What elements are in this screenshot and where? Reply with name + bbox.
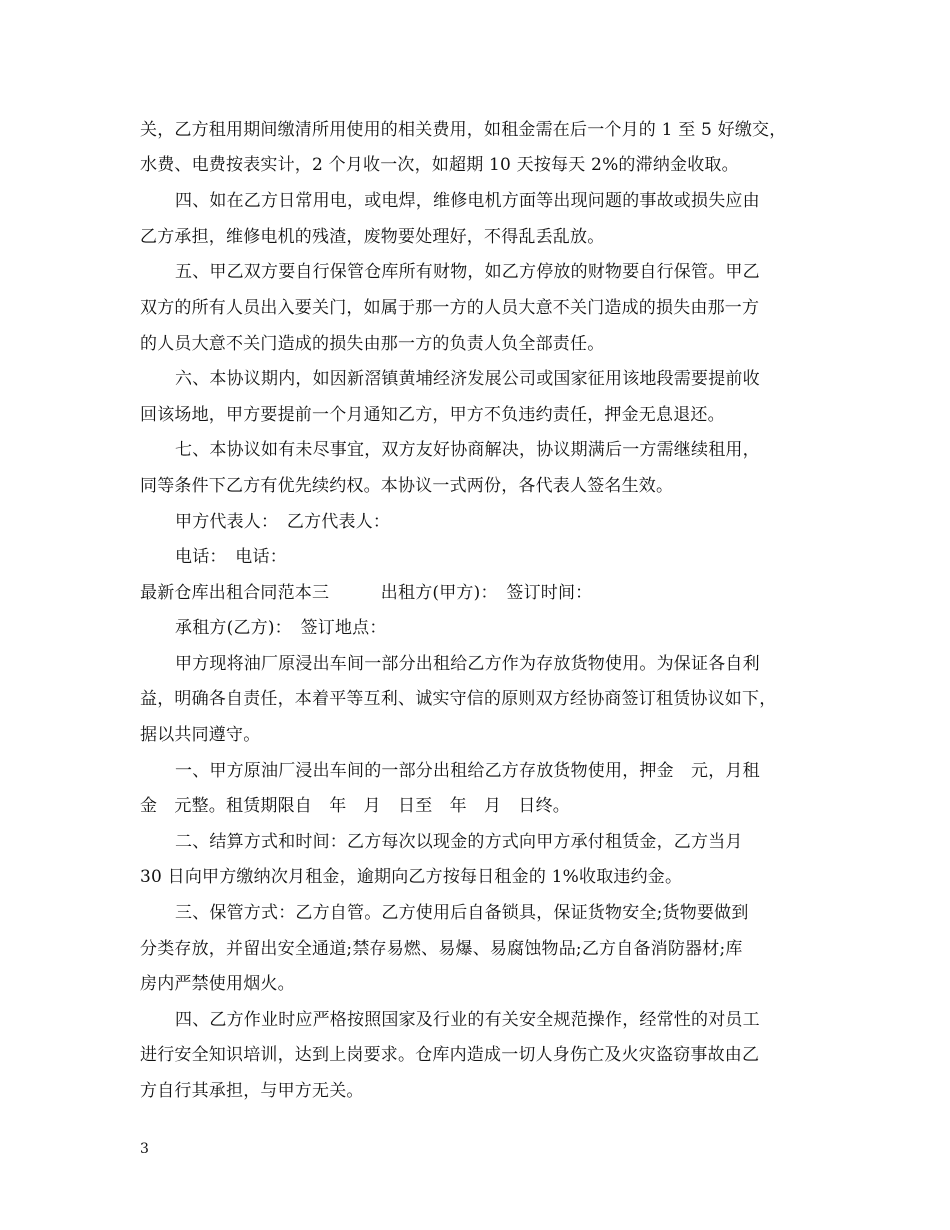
phone-line: 电话： 电话： [175, 547, 287, 567]
text-line: 进行安全知识培训，达到上岗要求。仓库内造成一切人身伤亡及火灾盗窃事故由乙 [140, 1045, 760, 1065]
text-line: 三、保管方式：乙方自管。乙方使用后自备锁具，保证货物安全;货物要做到 [175, 903, 749, 923]
signature-line: 甲方代表人： 乙方代表人： [175, 512, 391, 532]
text-line: 关，乙方租用期间缴清所用使用的相关费用，如租金需在后一个月的 1 至 5 好缴交， [140, 120, 787, 140]
text-line: 五、甲乙双方要自行保管仓库所有财物，如乙方停放的财物要自行保管。甲乙 [175, 262, 760, 282]
text-line: 回该场地，甲方要提前一个月通知乙方，甲方不负违约责任，押金无息退还。 [140, 405, 725, 425]
text-line: 同等条件下乙方有优先续约权。本协议一式两份，各代表人签名生效。 [140, 476, 674, 496]
text-line: 四、乙方作业时应严格按照国家及行业的有关安全规范操作，经常性的对员工 [175, 1010, 760, 1030]
text-line: 六、本协议期内，如因新滘镇黄埔经济发展公司或国家征用该地段需要提前收 [175, 369, 760, 389]
text-line: 益，明确各自责任，本着平等互利、诚实守信的原则双方经协商签订租赁协议如下， [140, 689, 777, 709]
text-line: 承租方(乙方)： 签订地点： [175, 618, 387, 638]
page-number: 3 [140, 1141, 149, 1157]
text-line: 一、甲方原油厂浸出车间的一部分出租给乙方存放货物使用，押金 元，月租 [175, 761, 760, 781]
text-line: 乙方承担，维修电机的残渣，废物要处理好，不得乱丢乱放。 [140, 227, 605, 247]
text-line: 方自行其承担，与甲方无关。 [140, 1081, 364, 1101]
section-title-line: 最新仓库出租合同范本三 出租方(甲方)： 签订时间： [140, 583, 593, 603]
text-line: 七、本协议如有未尽事宜，双方友好协商解决，协议期满后一方需继续租用， [175, 440, 760, 460]
text-line: 的人员大意不关门造成的损失由那一方的负责人负全部责任。 [140, 334, 605, 354]
text-line: 四、如在乙方日常用电，或电焊，维修电机方面等出现问题的事故或损失应由 [175, 191, 760, 211]
text-line: 水费、电费按表实计，2 个月收一次，如超期 10 天按每天 2%的滞纳金收取。 [140, 155, 739, 175]
text-line: 金 元整。租赁期限自 年 月 日至 年 月 日终。 [140, 796, 570, 816]
text-line: 二、结算方式和时间：乙方每次以现金的方式向甲方承付租赁金，乙方当月 [175, 832, 743, 852]
text-line: 双方的所有人员出入要关门，如属于那一方的人员大意不关门造成的损失由那一方 [140, 298, 760, 318]
text-line: 房内严禁使用烟火。 [140, 974, 295, 994]
text-line: 据以共同遵守。 [140, 725, 261, 745]
text-line: 分类存放，并留出安全通道;禁存易燃、易爆、易腐蚀物品;乙方自备消防器材;库 [140, 939, 743, 959]
text-line: 30 日向甲方缴纳次月租金，逾期向乙方按每日租金的 1%收取违约金。 [140, 867, 683, 887]
text-line: 甲方现将油厂原浸出车间一部分出租给乙方作为存放货物使用。为保证各自利 [175, 654, 760, 674]
